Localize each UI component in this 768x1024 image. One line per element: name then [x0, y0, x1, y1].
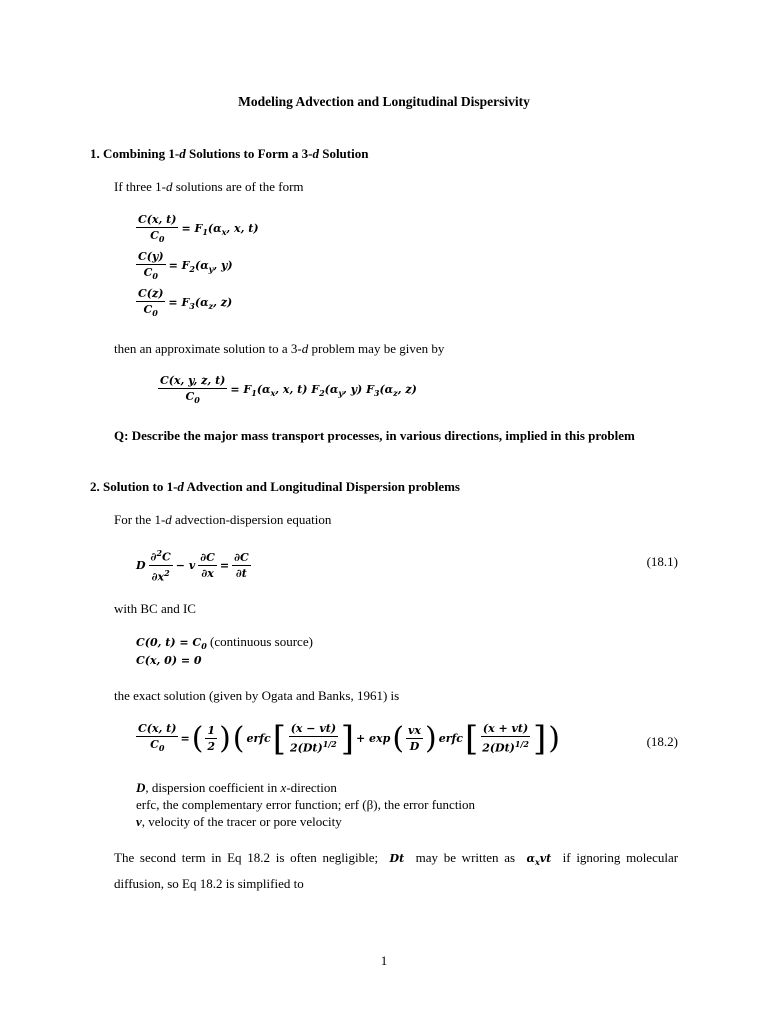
equation-form-2: $\frac{C(y)}{C_0}$ = $F_2(\alpha_y$, y)	[138, 250, 233, 282]
section-2-heading: 2. Solution to 1-d Advection and Longitudinal Dispersion problems	[90, 479, 460, 494]
page-number: 1	[380, 953, 388, 968]
boundary-condition: C(0, $t) = C_0$ (continuous source)	[136, 634, 313, 652]
question-text: Q: Describe the major mass transport processes, in various directions, implied in this problem	[114, 428, 635, 443]
equation-form-1: $\frac{C(x, t)}{C_0}$ = $F_1(\alpha_x$, x, t)	[138, 213, 259, 245]
definition-d: D, dispersion coefficient in x-direction	[136, 780, 337, 795]
initial-condition: C(x, 0) = 0	[136, 654, 202, 667]
closing-paragraph: The second term in Eq 18.2 is often negligible; Dt may be written as $\alpha_xvt$ if ignoring molecular diffusion, so Eq 18.2 is simplified to	[114, 850, 679, 892]
equation-number-18-2: (18.2)	[646, 734, 678, 749]
equation-number-18-1: (18.1)	[646, 554, 678, 569]
equation-18-1: D $\frac{\partial^2C}{\partial x^2}$ − v $\frac{\partial C}{\partial x}$ = $\frac{\partial C}{\partial t}$	[136, 548, 249, 584]
equation-form-3: $\frac{C(z)}{C_0}$ = $F_3(\alpha_z$, z)	[138, 287, 233, 319]
section-1-after-text: then an approximate solution to a 3-d problem may be given by	[114, 341, 445, 356]
definition-v: v, velocity of the tracer or pore velocity	[136, 814, 342, 829]
equation-18-2: $\frac{C(x, t)}{C_0}$ = ( $\frac{1}{2}$ ) ( erfc [ $\frac{(x - vt)}{2(Dt)^{1/2}}$ ] + exp ( $\frac{vx}{D}$ ) erfc [ $\frac{(x + vt)}{2(Dt)^{1/2}}$ ] )	[138, 718, 560, 759]
section-1-heading: 1. Combining 1-d Solutions to Form a 3-d Solution	[90, 146, 369, 161]
exact-solution-intro: the exact solution (given by Ogata and Banks, 1961) is	[114, 688, 400, 703]
definition-erfc: erfc, the complementary error function; erf (β), the error function	[136, 797, 476, 812]
page-title: Modeling Advection and Longitudinal Dispersivity	[238, 94, 530, 109]
bc-intro: with BC and IC	[114, 601, 196, 616]
section-1-intro: If three 1-d solutions are of the form	[114, 179, 304, 194]
equation-3d-solution: $\frac{C(x, y, z, t)}{C_0}$ = $F_1(\alpha_x$, x, t) $F_2(\alpha_y$, y) $F_3(\alpha_z$, z)	[160, 374, 417, 406]
section-2-intro: For the 1-d advection-dispersion equation	[114, 512, 332, 527]
